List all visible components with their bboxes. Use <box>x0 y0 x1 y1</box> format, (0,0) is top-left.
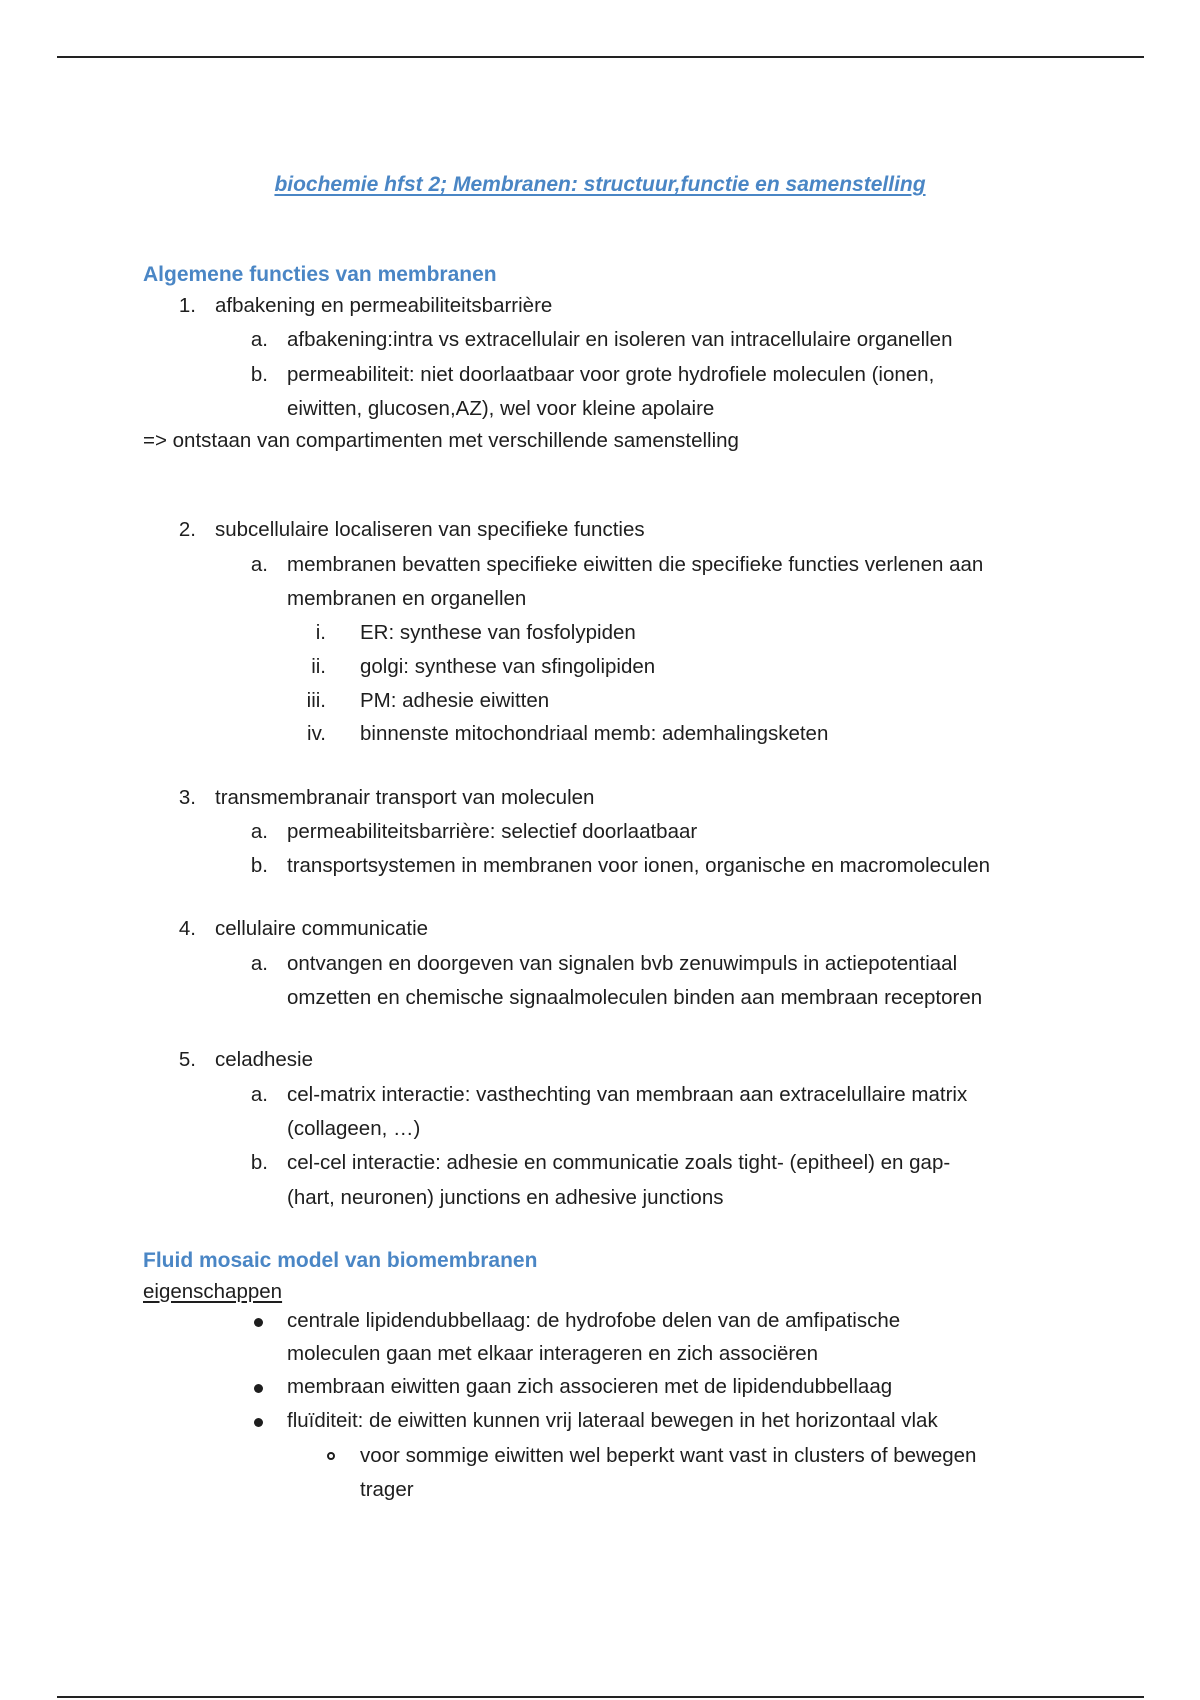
bullet-2: membraan eiwitten gaan zich associeren met de lipidendubbellaag <box>287 1375 893 1398</box>
list-item-5b-line1: cel-cel interactie: adhesie en communicatie zoals tight- (epitheel) en gap- <box>287 1151 951 1174</box>
list-marker-3: 3. <box>178 786 196 809</box>
list-item-3b: transportsystemen in membranen voor ionen, organische en macromoleculen <box>287 854 991 877</box>
list-marker-5b: b. <box>250 1151 268 1174</box>
bullet-1-line1: centrale lipidendubbellaag: de hydrofobe delen van de amfipatische <box>287 1309 901 1332</box>
section-heading-fluid-mosaic: Fluid mosaic model van biomembranen <box>143 1249 538 1272</box>
list-marker-3b: b. <box>250 854 268 877</box>
list-item-5b-line2: (hart, neuronen) junctions en adhesive junctions <box>287 1186 724 1209</box>
list-item-4a-line2: omzetten en chemische signaalmoleculen binden aan membraan receptoren <box>287 986 983 1009</box>
bullet-3: fluïditeit: de eiwitten kunnen vrij lateraal bewegen in het horizontaal vlak <box>287 1409 938 1432</box>
list-item-4: cellulaire communicatie <box>215 917 429 940</box>
document-title: biochemie hfst 2; Membranen: structuur,functie en samenstelling <box>274 173 926 196</box>
bottom-rule <box>57 1696 1144 1698</box>
list-item-5a-line1: cel-matrix interactie: vasthechting van membraan aan extracelullaire matrix <box>287 1083 968 1106</box>
list-marker-2a: a. <box>250 553 268 576</box>
list-marker-3a: a. <box>250 820 268 843</box>
list-item-5a-line2: (collageen, …) <box>287 1117 421 1140</box>
list-item-2a-iii: PM: adhesie eiwitten <box>360 689 550 712</box>
list-item-5: celadhesie <box>215 1048 314 1071</box>
list-item-3: transmembranair transport van moleculen <box>215 786 595 809</box>
list-item-3a: permeabiliteitsbarrière: selectief doorlaatbaar <box>287 820 698 843</box>
list-marker-1b: b. <box>250 363 268 386</box>
bullet-1-line2: moleculen gaan met elkaar interageren en zich associëren <box>287 1342 819 1365</box>
list-marker-4: 4. <box>178 917 196 940</box>
list-marker-1: 1. <box>178 294 196 317</box>
list-marker-5: 5. <box>178 1048 196 1071</box>
top-rule <box>57 56 1144 58</box>
list-marker-4a: a. <box>250 952 268 975</box>
list-item-2a-ii: golgi: synthese van sfingolipiden <box>360 655 656 678</box>
bullet-dot-2 <box>254 1384 263 1393</box>
list-marker-2: 2. <box>178 518 196 541</box>
bullet-dot-1 <box>254 1318 263 1327</box>
sub-bullet-1-line2: trager <box>360 1478 414 1501</box>
list-item-2a-line2: membranen en organellen <box>287 587 527 610</box>
list-item-1b-line2: eiwitten, glucosen,AZ), wel voor kleine apolaire <box>287 397 715 420</box>
sub-bullet-1-line1: voor sommige eiwitten wel beperkt want vast in clusters of bewegen <box>360 1444 977 1467</box>
list-marker-5a: a. <box>250 1083 268 1106</box>
list-item-4a-line1: ontvangen en doorgeven van signalen bvb zenuwimpuls in actiepotentiaal <box>287 952 958 975</box>
list-item-1b-line1: permeabiliteit: niet doorlaatbaar voor grote hydrofiele moleculen (ionen, <box>287 363 935 386</box>
bullet-dot-3 <box>254 1418 263 1427</box>
list-marker-2a-ii: ii. <box>311 655 326 678</box>
list-item-2a-iv: binnenste mitochondriaal memb: ademhalingsketen <box>360 722 829 745</box>
list-marker-2a-iii: iii. <box>306 689 326 712</box>
bullet-circle-1 <box>327 1452 335 1460</box>
list-item-2a-i: ER: synthese van fosfolypiden <box>360 621 636 644</box>
list-item-1: afbakening en permeabiliteitsbarrière <box>215 294 553 317</box>
list-marker-2a-iv: iv. <box>307 722 326 745</box>
conclusion-text: => ontstaan van compartimenten met verschillende samenstelling <box>143 429 739 452</box>
list-marker-1a: a. <box>250 328 268 351</box>
list-item-1a: afbakening:intra vs extracellulair en isoleren van intracellulaire organellen <box>287 328 953 351</box>
subheading-properties: eigenschappen <box>143 1280 283 1303</box>
list-marker-2a-i: i. <box>315 621 326 644</box>
section-heading-functions: Algemene functies van membranen <box>143 263 497 286</box>
list-item-2a-line1: membranen bevatten specifieke eiwitten die specifieke functies verlenen aan <box>287 553 984 576</box>
list-item-2: subcellulaire localiseren van specifieke functies <box>215 518 645 541</box>
